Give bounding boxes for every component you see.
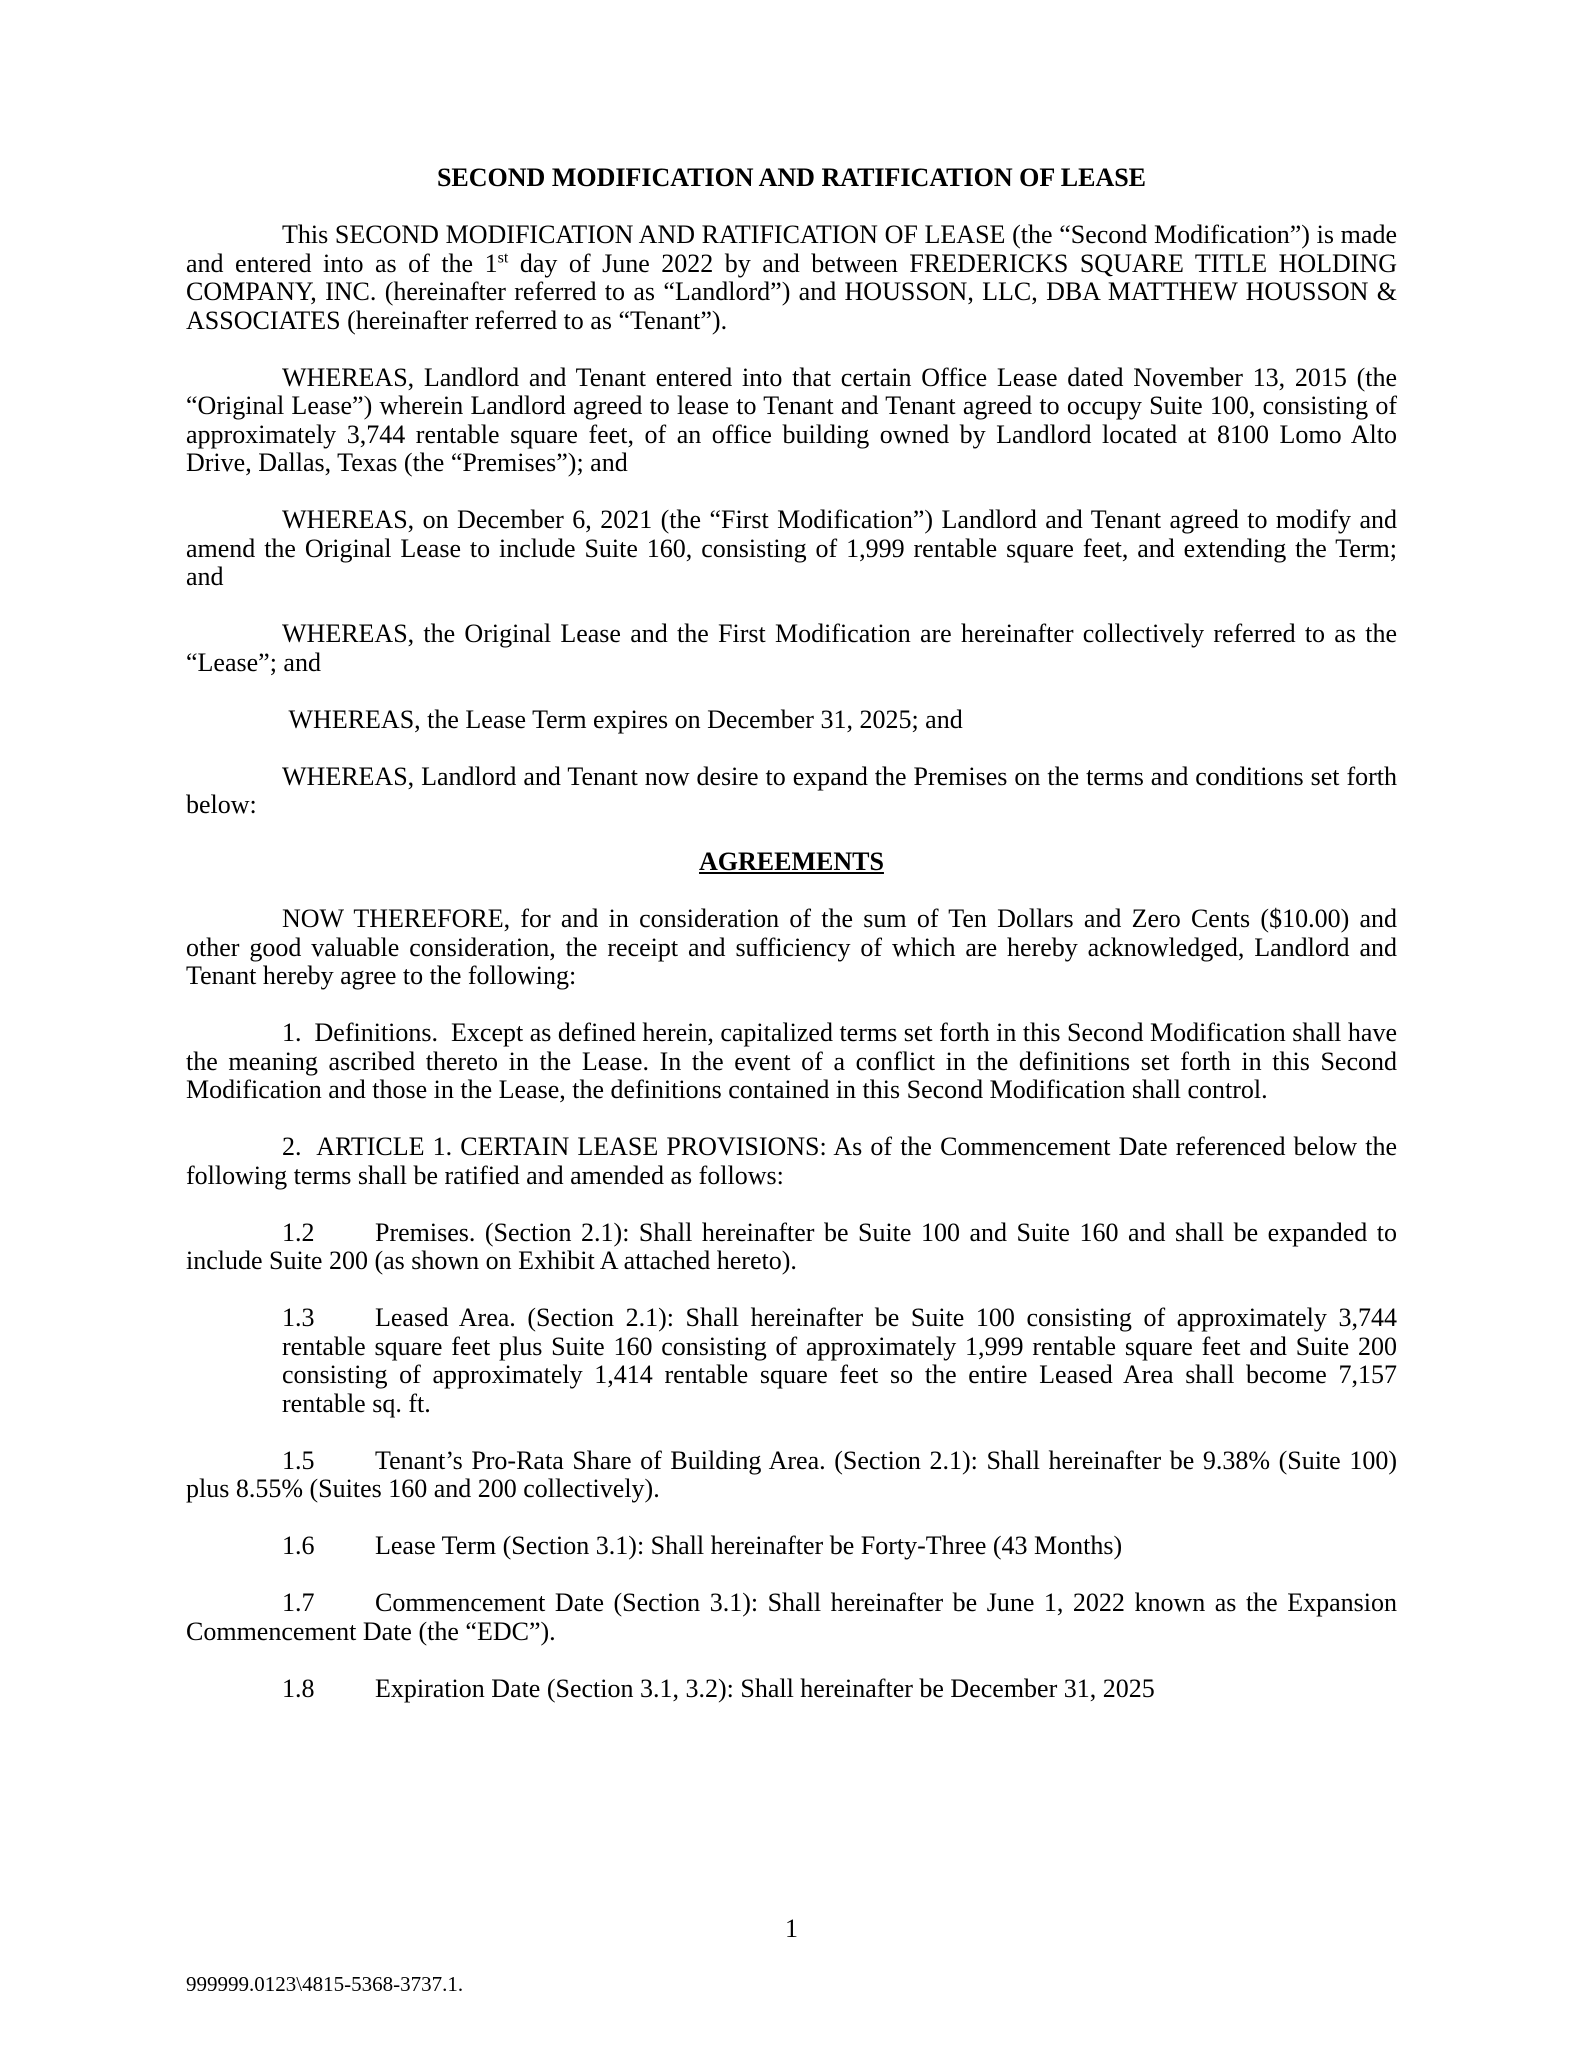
preamble-paragraph-1: This SECOND MODIFICATION AND RATIFICATION OF LEASE (the “Second Modification”) is made and entered into as of the 1st day of June 2022 by and between FREDERICKS SQUARE TITLE HOLDING COMPANY, INC. (hereinafter referred to as “Landlord”) and HOUSSON, LLC, DBA MATTHEW HOUSSON & ASSOCIATES (hereinafter referred to as “Tenant”).: [186, 220, 1397, 335]
section-number: 1.5: [282, 1445, 315, 1475]
section-number: 1.8: [282, 1673, 315, 1703]
agreements-paragraph-5: 1.3 Leased Area. (Section 2.1): Shall hereinafter be Suite 100 consisting of approximately 3,744 rentable square feet plus Suite 160 consisting of approximately 1,999 rentable square feet and Suite 200 consisting of approximately 1,414 rentable square feet so the entire Leased Area shall become 7,157 rentable sq. ft.: [282, 1303, 1397, 1418]
preamble-paragraph-4: WHEREAS, the Original Lease and the First Modification are hereinafter collectively referred to as the “Lease”; and: [186, 619, 1397, 677]
agreements-paragraph-4: 1.2 Premises. (Section 2.1): Shall hereinafter be Suite 100 and Suite 160 and shall be expanded to include Suite 200 (as shown on Exhibit A attached hereto).: [186, 1217, 1397, 1275]
agreements-paragraph-9: 1.8 Expiration Date (Section 3.1, 3.2): Shall hereinafter be December 31, 2025: [282, 1673, 1155, 1703]
preamble-paragraph-2: WHEREAS, Landlord and Tenant entered into that certain Office Lease dated November 13, 2015 (the “Original Lease”) wherein Landlord agreed to lease to Tenant and Tenant agreed to occupy Suite 100, consisting of approximately 3,744 rentable square feet, of an office building owned by Landlord located at 8100 Lomo Alto Drive, Dallas, Texas (the “Premises”); and: [186, 362, 1397, 477]
agreements-paragraph-1: NOW THEREFORE, for and in consideration of the sum of Ten Dollars and Zero Cents ($10.00) and other good valuable consideration, the receipt and sufficiency of which are hereby acknowledged, Landlord and Tenant hereby agree to the following:: [186, 904, 1397, 990]
section-number: 1.7: [282, 1588, 315, 1617]
agreements-heading: AGREEMENTS: [699, 847, 884, 876]
preamble-section: [186, 221, 1397, 820]
preamble-paragraph-6: WHEREAS, Landlord and Tenant now desire to expand the Premises on the terms and conditions set forth below:: [186, 761, 1397, 819]
preamble-paragraph-5: WHEREAS, the Lease Term expires on December 31, 2025; and: [282, 704, 963, 734]
ordinal-superscript: st: [497, 248, 509, 266]
document-id-footer: 999999.0123\4815-5368-3737.1.: [186, 1972, 464, 1996]
agreements-paragraph-6: 1.5 Tenant’s Pro-Rata Share of Building Area. (Section 2.1): Shall hereinafter be 9.38% (Suite 100) plus 8.55% (Suites 160 and 200 collectively).: [186, 1445, 1397, 1503]
page-number: 1: [785, 1914, 798, 1943]
agreements-paragraph-3: 2. ARTICLE 1. CERTAIN LEASE PROVISIONS: As of the Commencement Date referenced below the following terms shall be ratified and amended as follows:: [186, 1132, 1397, 1190]
preamble-paragraph-3: WHEREAS, on December 6, 2021 (the “First Modification”) Landlord and Tenant agreed to modify and amend the Original Lease to include Suite 160, consisting of 1,999 rentable square feet, and extending the Term; and: [186, 505, 1397, 591]
agreements-paragraph-7: 1.6 Lease Term (Section 3.1): Shall hereinafter be Forty-Three (43 Months): [282, 1531, 1123, 1560]
section-number: 1.3: [282, 1303, 315, 1332]
agreements-paragraph-8: 1.7 Commencement Date (Section 3.1): Shall hereinafter be June 1, 2022 known as the Expansion Commencement Date (the “EDC”).: [186, 1588, 1397, 1646]
section-number: 1.6: [282, 1531, 315, 1560]
section-number: 1.2: [282, 1217, 315, 1247]
agreements-paragraph-2: 1. Definitions. Except as defined herein, capitalized terms set forth in this Second Modification shall have the meaning ascribed thereto in the Lease. In the event of a conflict in the definitions set forth in this Second Modification and those in the Lease, the definitions contained in this Second Modification shall control.: [186, 1018, 1397, 1104]
document-title: SECOND MODIFICATION AND RATIFICATION OF LEASE: [436, 163, 1147, 192]
agreements-section: [186, 905, 1397, 1703]
